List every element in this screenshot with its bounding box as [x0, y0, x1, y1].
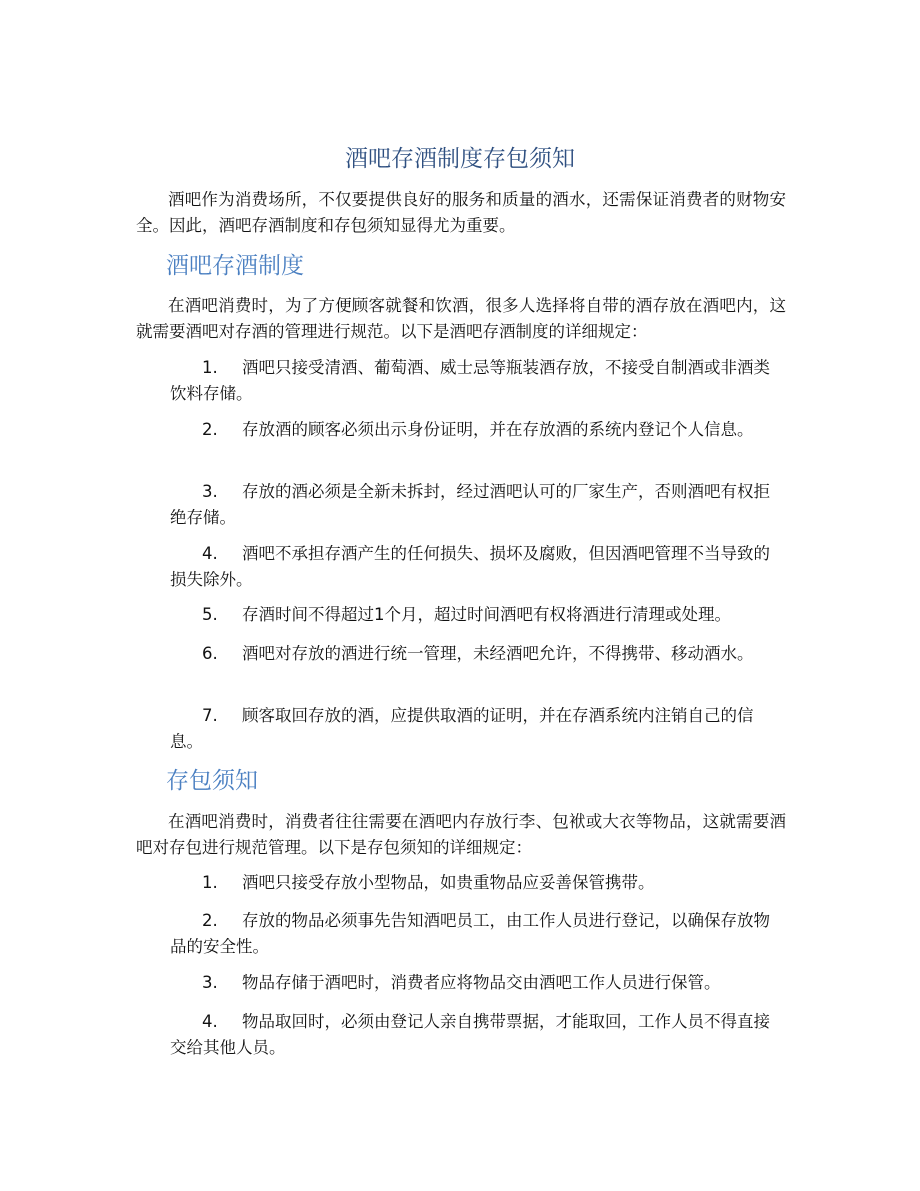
list-item-number: 1. — [202, 873, 218, 892]
list-item — [170, 908, 786, 960]
list-item-text: 酒吧只接受清酒、葡萄酒、威士忌等瓶装酒存放，不接受自制酒或非酒类饮料存储。 — [170, 358, 770, 403]
list-item — [170, 602, 786, 628]
list-item — [170, 417, 786, 443]
list-item-text: 存酒时间不得超过1个月，超过时间酒吧有权将酒进行清理或处理。 — [242, 605, 731, 624]
list-item-text: 存放的酒必须是全新未拆封，经过酒吧认可的厂家生产，否则酒吧有权拒绝存储。 — [170, 482, 770, 527]
section-heading-wine-storage: 酒吧存酒制度 — [166, 253, 304, 279]
list-item-number: 1. — [202, 358, 218, 377]
list-item-number: 4. — [202, 544, 218, 563]
list-item-number: 2. — [202, 420, 218, 439]
list-item — [170, 479, 786, 531]
list-item — [170, 355, 786, 407]
list-item-text: 物品取回时，必须由登记人亲自携带票据，才能取回，工作人员不得直接交给其他人员。 — [170, 1012, 770, 1057]
intro-paragraph: 酒吧作为消费场所，不仅要提供良好的服务和质量的酒水，还需保证消费者的财物安全。因此，酒吧存酒制度和存包须知显得尤为重要。 — [136, 190, 786, 235]
list-item-text: 顾客取回存放的酒，应提供取酒的证明，并在存酒系统内注销自己的信息。 — [170, 706, 754, 751]
section-intro-wine-storage: 在酒吧消费时，为了方便顾客就餐和饮酒，很多人选择将自带的酒存放在酒吧内，这就需要酒吧对存酒的管理进行规范。以下是酒吧存酒制度的详细规定： — [136, 296, 786, 341]
list-item — [170, 703, 786, 755]
list-item-number: 4. — [202, 1012, 218, 1031]
list-item-text: 酒吧不承担存酒产生的任何损失、损坏及腐败，但因酒吧管理不当导致的损失除外。 — [170, 544, 770, 589]
list-item — [170, 970, 786, 996]
list-item-text: 物品存储于酒吧时，消费者应将物品交由酒吧工作人员进行保管。 — [242, 973, 721, 992]
list-item-text: 存放酒的顾客必须出示身份证明，并在存放酒的系统内登记个人信息。 — [242, 420, 754, 439]
section-heading-bag-storage: 存包须知 — [166, 768, 258, 794]
list-item-number: 6. — [202, 644, 218, 663]
document-title: 酒吧存酒制度存包须知 — [345, 146, 575, 172]
list-item — [170, 870, 786, 896]
section-intro-bag-storage: 在酒吧消费时，消费者往往需要在酒吧内存放行李、包袱或大衣等物品，这就需要酒吧对存包进行规范管理。以下是存包须知的详细规定： — [136, 812, 786, 857]
list-item-text: 酒吧只接受存放小型物品，如贵重物品应妥善保管携带。 — [242, 873, 655, 892]
list-item — [170, 1009, 786, 1061]
list-item-number: 3. — [202, 973, 218, 992]
list-item — [170, 641, 786, 667]
list-item-number: 3. — [202, 482, 218, 501]
list-item-number: 5. — [202, 605, 218, 624]
list-item-text: 酒吧对存放的酒进行统一管理，未经酒吧允许，不得携带、移动酒水。 — [242, 644, 754, 663]
list-item — [170, 541, 786, 593]
list-item-number: 2. — [202, 911, 218, 930]
list-item-text: 存放的物品必须事先告知酒吧员工，由工作人员进行登记，以确保存放物品的安全性。 — [170, 911, 770, 956]
list-item-number: 7. — [202, 706, 218, 725]
